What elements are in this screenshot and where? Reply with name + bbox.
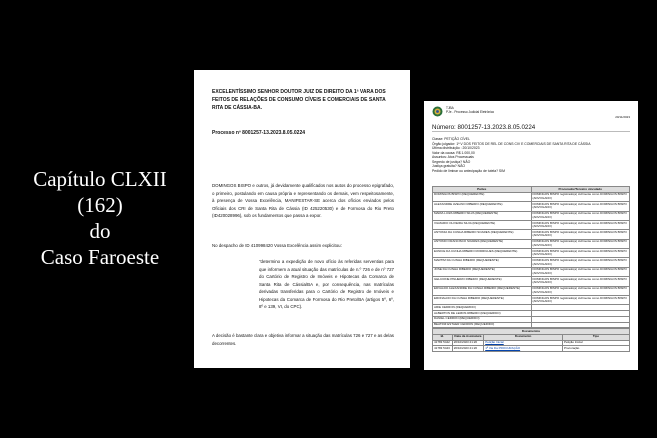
attorney-cell: DOMINGOS BISPO registrado(a) civilmente como DOMINGOS BISPO (ADVOGADO)	[531, 277, 630, 286]
party-cell: MARTIM DA CUNHA RIBEIRO (REQUERENTE)	[433, 258, 532, 267]
table-row	[433, 239, 630, 248]
attorney-cell: DOMINGOS BISPO registrado(a) civilmente como DOMINGOS BISPO (ADVOGADO)	[531, 295, 630, 304]
doc-type-cell: Procuração	[563, 346, 630, 352]
documents-title: Documentos	[433, 329, 630, 335]
case-info-line: Órgão julgador: 1ª V DOS FEITOS DE REL DE CONS CIV E COMERCIAIS DE SANTA RITA DE CÁSSIA	[432, 141, 591, 146]
table-row	[433, 346, 630, 352]
col-parties: Partes	[433, 187, 532, 193]
col-id: Id.	[433, 334, 453, 340]
party-cell: ARIE CEDRON (REQUERIDO)	[433, 305, 532, 311]
title-line-3: do	[89, 219, 111, 243]
case-info-line: Última distribuição : 20/10/2023	[432, 146, 480, 150]
party-cell: MARIA LUIZA RIBEIRO SILVA (REQUERENTE)	[433, 211, 532, 220]
attorney-cell: DOMINGOS BISPO registrado(a) civilmente como DOMINGOS BISPO (ADVOGADO)	[531, 267, 630, 276]
doc-date-cell: 20/10/2023 21:20	[452, 346, 484, 352]
party-cell: DANIEL CEDRON (REQUERIDO)	[433, 316, 532, 322]
table-row	[433, 267, 630, 276]
pje-record-document	[424, 101, 638, 370]
documents-table	[432, 328, 630, 352]
process-number: Processo nº 8001257-13.2023.8.05.0224	[212, 130, 306, 136]
attorney-cell: DOMINGOS BISPO registrado(a) civilmente como DOMINGOS BISPO (ADVOGADO)	[531, 230, 630, 239]
party-cell: EUNICE DA CUNHA RIBEIRO RODRIGUES (REQUERENTE)	[433, 249, 532, 258]
table-row	[433, 211, 630, 220]
party-cell: ANTONIO FRANCISCO SOARES (REQUERENTE)	[433, 239, 532, 248]
col-attorney: Procurador/Terceiro vinculado	[531, 187, 630, 193]
table-row	[433, 202, 630, 211]
table-row	[433, 192, 630, 201]
attorney-cell: DOMINGOS BISPO registrado(a) civilmente como DOMINGOS BISPO (ADVOGADO)	[531, 239, 630, 248]
doc-type-cell: Petição Inicial	[563, 340, 630, 346]
col-document: Documento	[484, 334, 563, 340]
table-row	[433, 230, 630, 239]
print-date: 20/11/2023	[615, 115, 630, 119]
party-cell: ALEXANDRE AVELINO RIBEIRO (REQUERENTE)	[433, 202, 532, 211]
attorney-cell: DOMINGOS BISPO registrado(a) civilmente como DOMINGOS BISPO (ADVOGADO)	[531, 220, 630, 229]
quoted-order: "determino a expedição de novo ofício às referidas serventias para que informem a atual situação das matrículas de n.º 726 e de nº 727 do Cartório de Registro de Imóveis e Hipotecas da Comarca de Santa Rita de Cássia/BA e, por consequência, nas matrículas derivadas transferidas para o Cartório de Registro de Imóveis e Hipotecas da Comarca de Formosa do Rio Preto/BA (artigos 5º, 6º, 8º e 139, VI, do CPC).	[259, 259, 394, 309]
doc-link[interactable]: 1ª Via Da PROCURAÇÃO	[484, 346, 563, 352]
attorney-cell: DOMINGOS BISPO registrado(a) civilmente como DOMINGOS BISPO (ADVOGADO)	[531, 211, 630, 220]
party-cell: BEATRIZ ESTHER CEDRON (REQUERIDO)	[433, 322, 532, 328]
case-info-line: Segredo de justiça? NÃO	[432, 159, 471, 164]
doc-id-cell: 41783 5442	[433, 340, 453, 346]
paragraph-2: No despacho de ID 410998420 Vossa Excelência assim explicitou:	[212, 243, 342, 248]
petition-header: EXCELENTÍSSIMO SENHOR DOUTOR JUIZ DE DIREITO DA 1ª VARA DOS FEITOS DE RELAÇÕES DE CONSUMO CÍVEIS E COMERCIAIS DE SANTA RITA DE CÁSSIA-BA.	[212, 89, 386, 111]
case-info-line: Assuntos: Atos Processuais	[432, 155, 474, 159]
doc-date-cell: 20/10/2023 21:20	[452, 340, 484, 346]
chapter-title	[14, 166, 186, 270]
attorney-cell: DOMINGOS BISPO registrado(a) civilmente como DOMINGOS BISPO (ADVOGADO)	[531, 202, 630, 211]
party-cell: GELCIONE PINHEIRO RIBEIRO (REQUERENTE)	[433, 277, 532, 286]
col-type: Tipo	[563, 334, 630, 340]
party-cell: ERONALDO DA CUNHA RIBEIRO (REQUERENTE)	[433, 295, 532, 304]
party-cell: ANTONIA DA CUNHA RIBEIRO SOARES (REQUERENTE)	[433, 230, 532, 239]
case-info-line: Pedido de liminar ou antecipação de tutela? SIM	[432, 168, 505, 173]
party-cell: VILMARIO OLIVEIRA SILVA (REQUERENTE)	[433, 220, 532, 229]
case-number: Número: 8001257-13.2023.8.05.0224	[432, 124, 536, 131]
paragraph-1: DOMINGOS BISPO e outros, já devidamente qualificados nos autos do processo epigrafado, o primeiro, postulando em causa própria e representando os demais, vem respeitosamente, à presença de Vossa Excelência, MANIFESTAR-SE acerca dos ofícios enviados pelos Oficiais dos CRI de Santa Rita de Cássia (ID 425220530) e de Formosa do Rio Preto (ID420028996), sob os fundamentos que passa a expor.	[212, 183, 394, 218]
title-line-1: Capítulo CLXII	[33, 167, 167, 191]
party-cell: ALBERTON DE LEMOS RIBEIRO (REQUERIDO)	[433, 311, 532, 317]
case-info-line: Classe: PETIÇÃO CÍVEL	[432, 137, 470, 141]
party-cell: JOSÉ DA CUNHA RIBEIRO (REQUERENTE)	[433, 267, 532, 276]
court-name	[446, 106, 494, 114]
court-abbrev: TJBA	[446, 106, 454, 110]
doc-link[interactable]: Petição Inicial	[484, 340, 563, 346]
table-row	[433, 286, 630, 295]
table-row	[433, 295, 630, 304]
case-info-line: Valor da causa: R$ 1.000,00	[432, 150, 475, 155]
attorney-cell: DOMINGOS BISPO registrado(a) civilmente como DOMINGOS BISPO (ADVOGADO)	[531, 192, 630, 201]
table-row	[433, 258, 630, 267]
attorney-cell: DOMINGOS BISPO registrado(a) civilmente como DOMINGOS BISPO (ADVOGADO)	[531, 249, 630, 258]
title-line-2: (162)	[77, 193, 123, 217]
attorney-cell: DOMINGOS BISPO registrado(a) civilmente como DOMINGOS BISPO (ADVOGADO)	[531, 286, 630, 295]
party-cell: DOMINGOS BISPO (REQUERENTE)	[433, 192, 532, 201]
paragraph-3: A decisão é bastante clara e objetiva informar a situação das matrículas 726 e 727 e as delas decorrentes.	[212, 333, 394, 346]
case-info	[432, 137, 630, 173]
parties-table	[432, 186, 630, 328]
case-info-line: Justiça gratuita? NÃO	[432, 164, 465, 168]
table-row	[433, 277, 630, 286]
petition-document	[194, 70, 410, 368]
table-row	[433, 220, 630, 229]
party-cell: EDVALDO ALEXANDRE DA CUNHA RIBEIRO (REQUERENTE)	[433, 286, 532, 295]
court-seal-icon	[432, 106, 443, 117]
system-name: PJe - Processo Judicial Eletrônico	[446, 110, 495, 115]
title-line-4: Caso Faroeste	[40, 245, 160, 269]
attorney-cell: DOMINGOS BISPO registrado(a) civilmente como DOMINGOS BISPO (ADVOGADO)	[531, 258, 630, 267]
table-row	[433, 249, 630, 258]
col-date: Data da Assinatura	[452, 334, 484, 340]
doc-id-cell: 41783 5443	[433, 346, 453, 352]
divider	[432, 131, 630, 132]
